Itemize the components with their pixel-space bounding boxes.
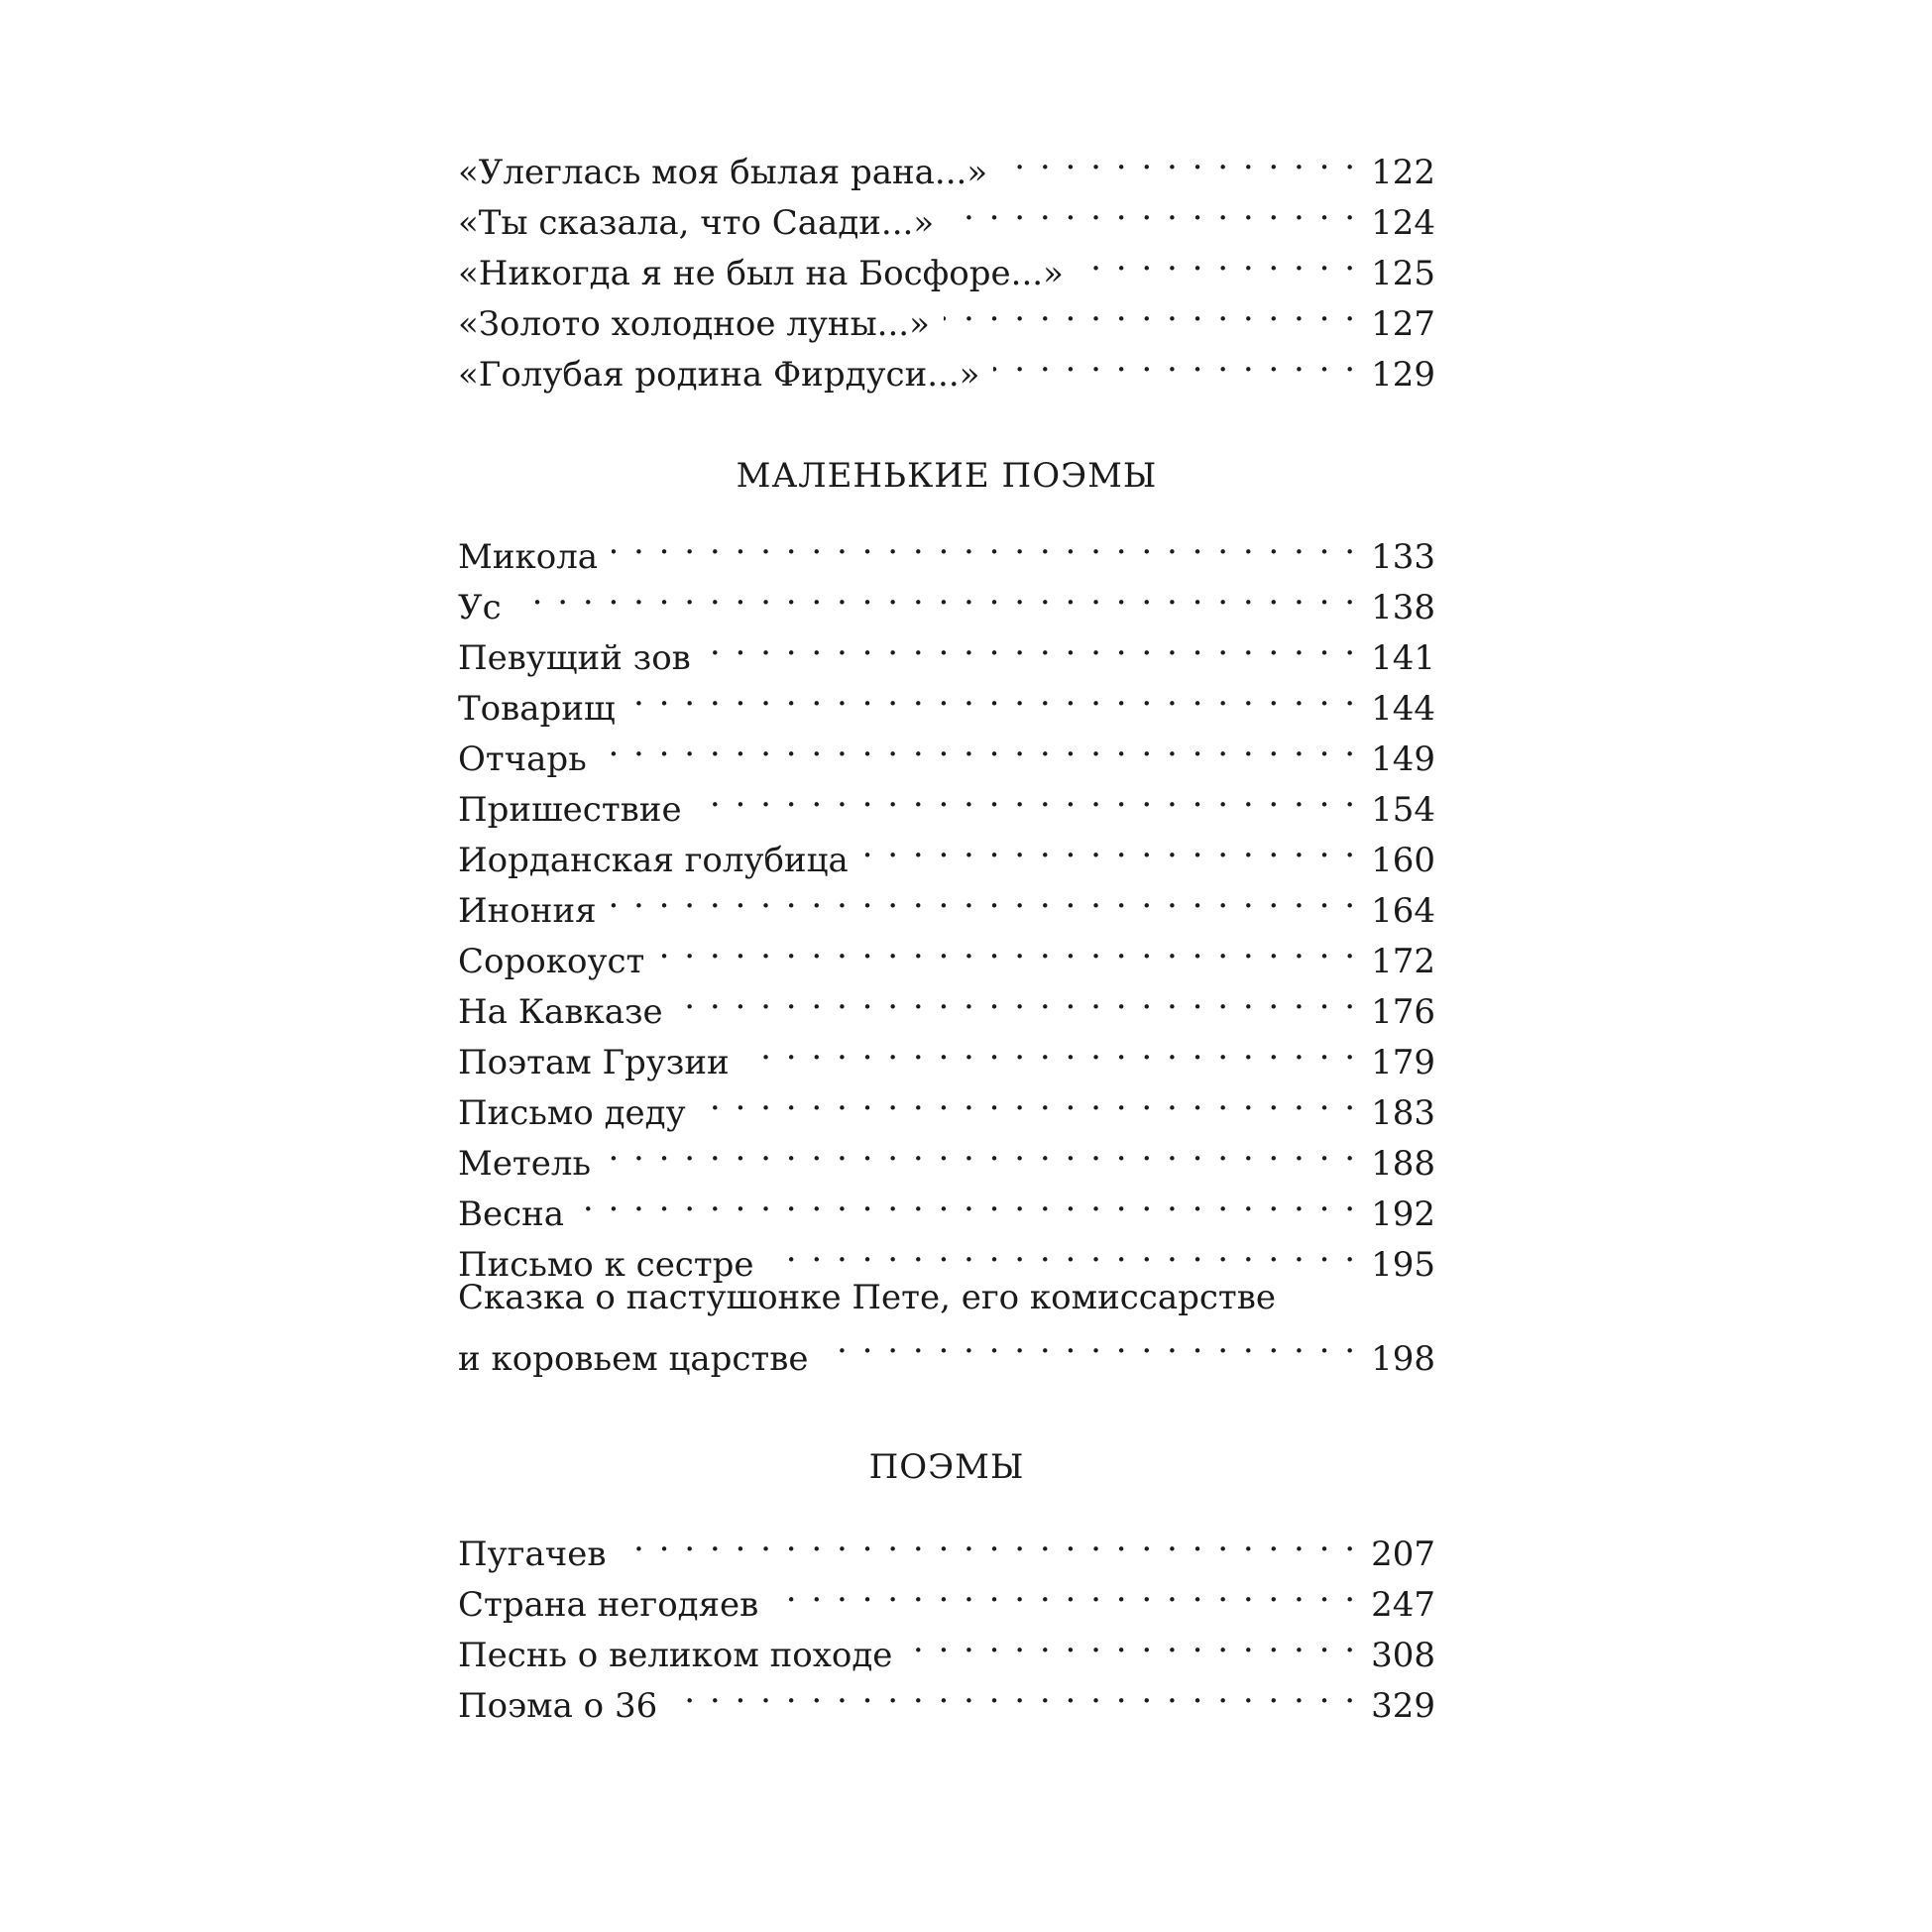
toc-entry-page: 138 [1371, 588, 1435, 627]
dot-leader [601, 720, 1357, 770]
toc-entry-title: Поэтам Грузии [458, 1043, 730, 1082]
dot-leader [515, 568, 1357, 619]
toc-entry-title: «Ты сказала, что Саади...» [458, 203, 935, 243]
dot-leader [605, 1124, 1357, 1175]
toc-entry-title: Отчарь [458, 739, 587, 779]
dot-leader [948, 183, 1357, 234]
dot-leader [629, 669, 1357, 720]
dot-leader [772, 1565, 1357, 1616]
toc-entry-title: «Золото холодное луны...» [458, 304, 930, 344]
toc-entry-page: 329 [1371, 1686, 1435, 1726]
dot-leader [743, 1023, 1357, 1074]
toc-entry [458, 517, 1435, 577]
toc-entry-page: 154 [1371, 790, 1435, 830]
toc-entry [458, 1124, 1435, 1184]
toc-entry-title: Весна [458, 1194, 565, 1234]
toc-entry-page: 308 [1371, 1636, 1435, 1675]
toc-entry-title-line1: Сказка о пастушонке Пете, его комиссарстве [458, 1278, 1276, 1317]
dot-leader [658, 922, 1357, 972]
toc-entry-title: Метель [458, 1144, 591, 1184]
dot-leader [611, 871, 1358, 922]
toc-entry-page: 144 [1371, 689, 1435, 729]
dot-leader [1001, 133, 1357, 183]
toc-entry-page: 183 [1371, 1093, 1435, 1133]
dot-leader [768, 1225, 1358, 1276]
dot-leader [700, 1074, 1358, 1124]
toc-entry-page: 141 [1371, 638, 1435, 678]
toc-entry-title: «Никогда я не был на Босфоре...» [458, 254, 1064, 293]
toc-entry-title: Сорокоуст [458, 942, 645, 981]
toc-entry-page: 172 [1371, 942, 1435, 981]
toc-entry [458, 1175, 1435, 1234]
toc-entry-title: На Кавказе [458, 992, 663, 1032]
toc-entry-page: 179 [1371, 1043, 1435, 1082]
dot-leader [696, 770, 1358, 821]
dot-leader [612, 517, 1357, 568]
dot-leader [993, 335, 1357, 386]
toc-entry-title: Письмо к сестре [458, 1245, 754, 1285]
toc-entry-title: Страна негодяев [458, 1585, 759, 1625]
toc-entry-title: Песнь о великом походе [458, 1636, 893, 1675]
table-of-contents [458, 133, 1435, 1726]
toc-entry-page: 160 [1371, 841, 1435, 880]
toc-entry-page: 133 [1371, 537, 1435, 577]
toc-entry [458, 770, 1435, 830]
toc-entry [458, 720, 1435, 779]
toc-entry [458, 133, 1435, 192]
toc-entry-title: Певущий зов [458, 638, 691, 678]
section-heading-small-poems: МАЛЕНЬКИЕ ПОЭМЫ [736, 456, 1158, 496]
toc-entry-title: Товарищ [458, 689, 616, 729]
spacer [458, 1493, 1435, 1515]
toc-entry-page: 127 [1371, 304, 1435, 344]
toc-entry-page: 124 [1371, 203, 1435, 243]
toc-entry-page: 176 [1371, 992, 1435, 1032]
toc-entry-page: 129 [1371, 355, 1435, 395]
toc-entry-title-line2: и коровьем царстве [458, 1339, 809, 1379]
toc-entry-line2 [458, 1319, 1435, 1379]
section-heading-poems: ПОЭМЫ [868, 1447, 1025, 1487]
toc-entry-title: «Голубая родина Фирдуси...» [458, 355, 980, 395]
toc-entry-title: Письмо деду [458, 1093, 686, 1133]
toc-entry [458, 1225, 1435, 1285]
toc-entry [458, 568, 1435, 627]
toc-entry-title: «Улеглась моя былая рана...» [458, 153, 988, 192]
toc-entry [458, 1515, 1435, 1574]
dot-leader [822, 1319, 1357, 1370]
toc-entry-title: Микола [458, 537, 599, 577]
toc-entry-page: 192 [1371, 1194, 1435, 1234]
toc-entry-page: 207 [1371, 1534, 1435, 1574]
toc-entry-title: Ус [458, 588, 502, 627]
toc-entry-title: Иорданская голубица [458, 841, 849, 880]
toc-entry [458, 619, 1435, 678]
dot-leader [944, 284, 1357, 335]
dot-leader [620, 1515, 1357, 1565]
dot-leader [705, 619, 1357, 669]
dot-leader [677, 972, 1357, 1023]
spacer [458, 502, 1435, 517]
dot-leader [906, 1616, 1357, 1666]
dot-leader [862, 821, 1357, 871]
toc-entry-title: Пугачев [458, 1534, 607, 1574]
toc-entry-page: 125 [1371, 254, 1435, 293]
toc-entry-title: Поэма о 36 [458, 1686, 658, 1726]
toc-entry-page: 247 [1371, 1585, 1435, 1625]
dot-leader [578, 1175, 1357, 1225]
toc-entry-page: 195 [1371, 1245, 1435, 1285]
dot-leader [671, 1666, 1357, 1717]
toc-entry-page: 122 [1371, 153, 1435, 192]
dot-leader [1078, 234, 1357, 284]
toc-entry-page: 149 [1371, 739, 1435, 779]
toc-entry-page: 198 [1371, 1339, 1435, 1379]
toc-entry-page: 188 [1371, 1144, 1435, 1184]
toc-entry-page: 164 [1371, 891, 1435, 931]
toc-entry-title: Пришествие [458, 790, 682, 830]
toc-entry-long [458, 1276, 1435, 1379]
toc-entry-title: Инония [458, 891, 597, 931]
